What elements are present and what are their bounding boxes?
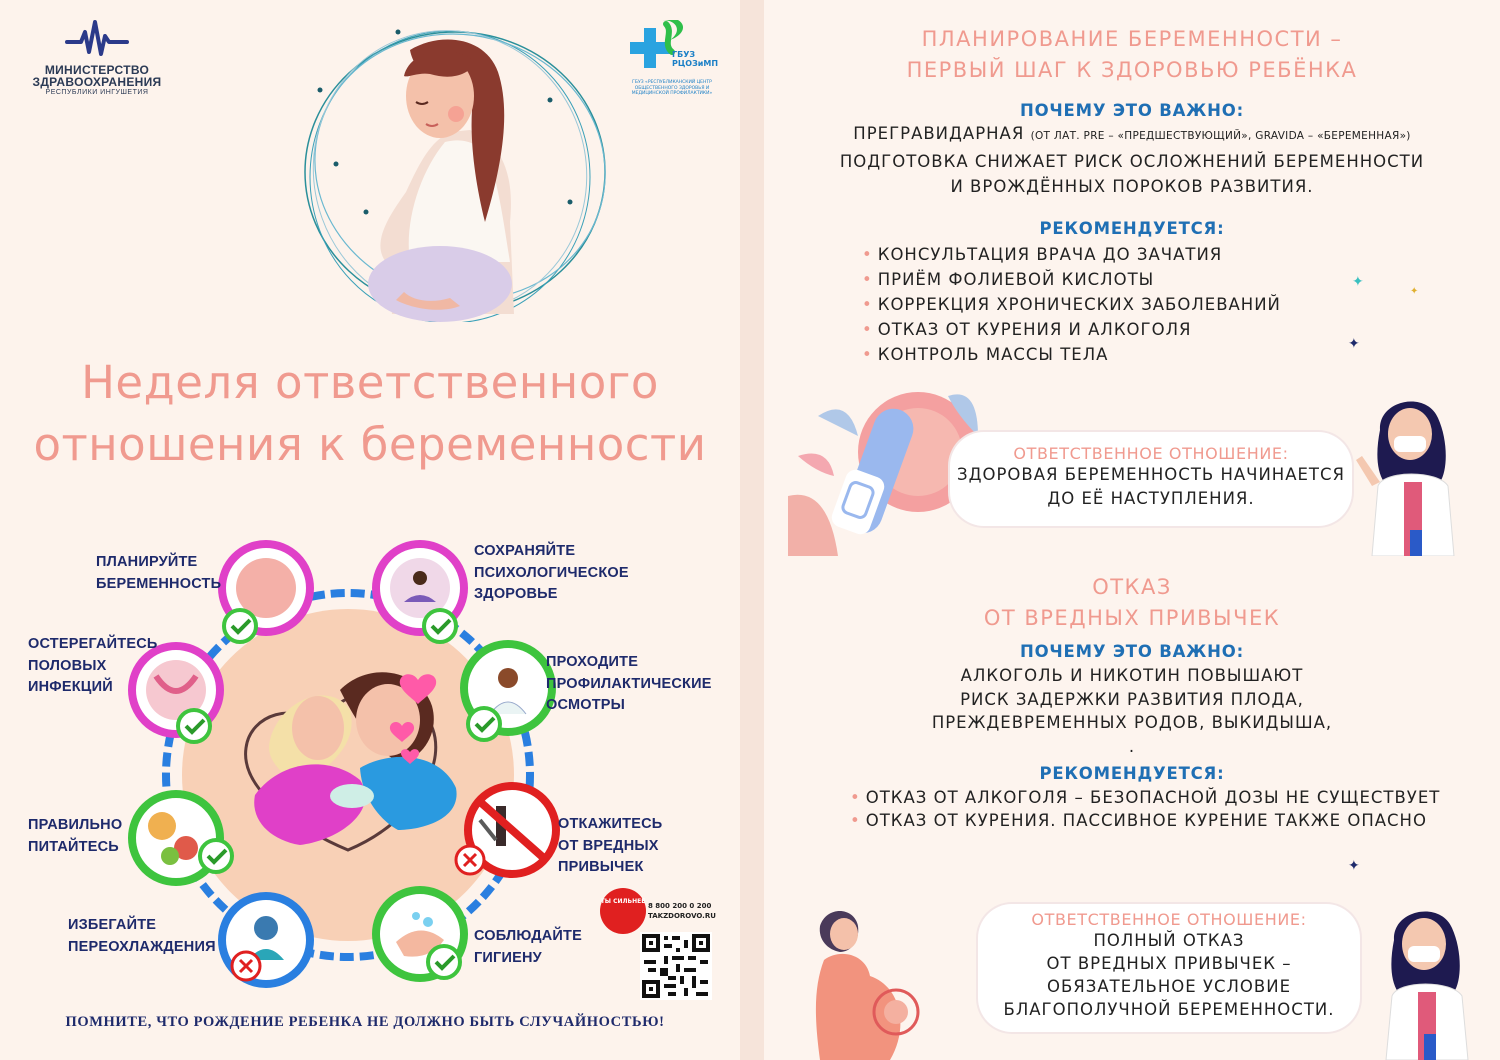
bubble-1-line1: ЗДОРОВАЯ БЕРЕМЕННОСТЬ НАЧИНАЕТСЯ [957,465,1345,484]
bubble-2-line2: ОТ ВРЕДНЫХ ПРИВЫЧЕК – [1046,954,1292,973]
campaign-title [0,352,740,476]
tip-hygiene-icon [376,890,464,978]
tip-psych-line1: СОХРАНЯЙТЕ [474,543,576,559]
tip-hygiene-line2: ГИГИЕНУ [474,949,542,966]
doctor-illustration [1354,390,1474,556]
bubble-2-title: ОТВЕТСТВЕННОЕ ОТНОШЕНИЕ: [1031,910,1307,929]
tip-infect-line3: ИНФЕКЦИЙ [28,679,113,695]
gbuz-fullname: ГБУЗ «РЕСПУБЛИКАНСКИЙ ЦЕНТР ОБЩЕСТВЕННОГО ЗДОРОВЬЯ И МЕДИЦИНСКОЙ ПРОФИЛАКТИКИ» [631,80,713,96]
ministry-name-line1: МИНИСТЕРСТВО [44,63,150,77]
ministry-pulse-icon [65,18,129,58]
pregravid-etymology: (ОТ ЛАТ. PRE – «ПРЕДШЕСТВУЮЩИЙ», GRAVIDA – «БЕРЕМЕННАЯ») [1030,130,1411,142]
tip-habits-line2: ОТ ВРЕДНЫХ [558,837,659,854]
tips-wheel [0,530,740,1010]
tip-hygiene-line1: СОБЛЮДАЙТЕ [474,928,582,944]
tip-checkup-line3: ОСМОТРЫ [546,697,626,713]
hotline-site[interactable]: TAKZDOROVO.RU [648,912,716,920]
tip-habits-line1: ОТКАЖИТЕСЬ [558,816,663,832]
responsible-bubble-1 [950,432,1352,526]
why-text-2-line1: АЛКОГОЛЬ И НИКОТИН ПОВЫШАЮТ [960,666,1304,685]
why-text-2-line4: . [1128,736,1136,756]
why-text-1-line1 [764,121,1500,149]
list-item: • ПРИЁМ ФОЛИЕВОЙ КИСЛОТЫ [862,267,1281,292]
ministry-logo [22,18,172,97]
bubble-2-line4: БЛАГОПОЛУЧНОЙ БЕРЕМЕННОСТИ. [1003,1000,1335,1019]
pregnant-woman-illustration [300,22,610,322]
tip-infect-line2: ПОЛОВЫХ [28,657,107,674]
list-item: • ОТКАЗ ОТ КУРЕНИЯ И АЛКОГОЛЯ [862,317,1281,342]
tip-psych-line3: ЗДОРОВЬЕ [474,586,558,602]
footer-reminder: ПОМНИТЕ, ЧТО РОЖДЕНИЕ РЕБЕНКА НЕ ДОЛЖНО БЫТЬ СЛУЧАЙНОСТЬЮ! [65,1014,665,1030]
planning-title [764,24,1500,86]
tip-cold-text [68,915,216,958]
doctor-illustration-2 [1374,900,1484,1060]
why-text-1-line2: ПОДГОТОВКА СНИЖАЕТ РИСК ОСЛОЖНЕНИЙ БЕРЕМЕННОСТИ [839,152,1425,171]
gbuz-tag-line1: ГБУЗ [672,50,696,59]
tip-infect-line1: ОСТЕРЕГАЙТЕСЬ [28,636,158,652]
list-item: • КОНСУЛЬТАЦИЯ ВРАЧА ДО ЗАЧАТИЯ [862,242,1281,267]
why-heading-2: ПОЧЕМУ ЭТО ВАЖНО: [1019,642,1245,661]
tip-cold-line1: ИЗБЕГАЙТЕ [68,917,157,933]
tip-plan-line1: ПЛАНИРУЙТЕ [96,554,198,570]
tip-cold-icon [222,896,310,984]
tip-food-text [28,815,122,858]
habits-title-line1: ОТКАЗ [1092,575,1172,599]
why-text-2-line3: ПРЕЖДЕВРЕМЕННЫХ РОДОВ, ВЫКИДЫША, [931,713,1333,732]
campaign-title-line2: отношения к беременности [33,418,707,471]
tip-checkup-line2: ПРОФИЛАКТИЧЕСКИЕ [546,675,712,692]
list-item: • ОТКАЗ ОТ КУРЕНИЯ. ПАССИВНОЕ КУРЕНИЕ ТАКЖЕ ОПАСНО [850,809,1440,832]
gbuz-logo [622,18,720,96]
bubble-2-line3: ОБЯЗАТЕЛЬНОЕ УСЛОВИЕ [1047,977,1291,996]
pregravid-term: ПРЕГРАВИДАРНАЯ [853,124,1025,143]
bubble-2-line1: ПОЛНЫЙ ОТКАЗ [1093,931,1245,950]
recommend-heading-1: РЕКОМЕНДУЕТСЯ: [1039,219,1225,238]
tip-checkup-line1: ПРОХОДИТЕ [546,654,639,670]
medical-cross-icon [622,18,720,80]
hotline-badge: ТЫ СИЛЬНЕЕ [600,888,646,934]
page-gutter [740,0,764,1060]
recommend-list-2 [850,786,1440,832]
hotline-block [600,888,720,920]
qr-code-icon[interactable] [640,932,712,1000]
tip-plan-line2: БЕРЕМЕННОСТЬ [96,575,222,592]
sparkle-icon: ✦ [1348,336,1360,352]
tip-checkup-icon [464,644,552,740]
bubble-1-title: ОТВЕТСТВЕННОЕ ОТНОШЕНИЕ: [1013,444,1289,463]
left-page [0,0,740,1060]
bubble-1-line2: ДО ЕЁ НАСТУПЛЕНИЯ. [1047,489,1255,508]
ministry-name-line3: РЕСПУБЛИКИ ИНГУШЕТИЯ [45,89,149,96]
right-page [764,0,1500,1060]
tip-psych-line2: ПСИХОЛОГИЧЕСКОЕ [474,564,629,581]
planning-title-line1: ПЛАНИРОВАНИЕ БЕРЕМЕННОСТИ – [921,27,1343,51]
list-item: • ОТКАЗ ОТ АЛКОГОЛЯ – БЕЗОПАСНОЙ ДОЗЫ НЕ СУЩЕСТВУЕТ [850,786,1440,809]
pregnant-woman-side-illustration [810,906,940,1060]
recommend-heading-2: РЕКОМЕНДУЕТСЯ: [1039,764,1225,783]
tip-hygiene-text [474,926,582,969]
recommend-list-1 [862,242,1281,367]
why-text-2-line2: РИСК ЗАДЕРЖКИ РАЗВИТИЯ ПЛОДА, [960,689,1304,709]
tip-habits-text [558,814,662,879]
why-text-1 [764,121,1500,199]
responsible-bubble-2 [978,904,1360,1032]
sparkle-icon: ✦ [1348,858,1360,874]
tip-food-line1: ПРАВИЛЬНО [28,817,123,833]
list-item: • КОРРЕКЦИЯ ХРОНИЧЕСКИХ ЗАБОЛЕВАНИЙ [862,292,1281,317]
tip-psych-text [474,541,629,606]
gbuz-tag-line2: РЦОЗиМП [672,59,719,68]
why-heading-1: ПОЧЕМУ ЭТО ВАЖНО: [1019,101,1245,120]
sparkle-icon: ✦ [1410,286,1419,297]
habits-title-line2: ОТ ВРЕДНЫХ ПРИВЫЧЕК [983,606,1281,630]
sparkle-icon: ✦ [1352,274,1364,290]
why-text-2 [764,664,1500,758]
tip-food-line2: ПИТАЙТЕСЬ [28,838,119,855]
planning-title-line2: ПЕРВЫЙ ШАГ К ЗДОРОВЬЮ РЕБЁНКА [906,58,1358,82]
tip-cold-line2: ПЕРЕОХЛАЖДЕНИЯ [68,938,216,955]
gbuz-tag [672,50,718,68]
habits-title [764,572,1500,634]
why-text-1-line3: И ВРОЖДЁННЫХ ПОРОКОВ РАЗВИТИЯ. [950,177,1314,196]
tip-checkup-text [546,652,712,717]
tip-infect-text [28,634,157,699]
list-item: • КОНТРОЛЬ МАССЫ ТЕЛА [862,342,1281,367]
tip-habits-line3: ПРИВЫЧЕК [558,859,644,875]
campaign-title-line1: Неделя ответственного [81,356,659,409]
hotline-phone: 8 800 200 0 200 [648,902,712,910]
ministry-name-line2: ЗДРАВООХРАНЕНИЯ [32,75,162,89]
tip-plan-text [96,552,221,595]
